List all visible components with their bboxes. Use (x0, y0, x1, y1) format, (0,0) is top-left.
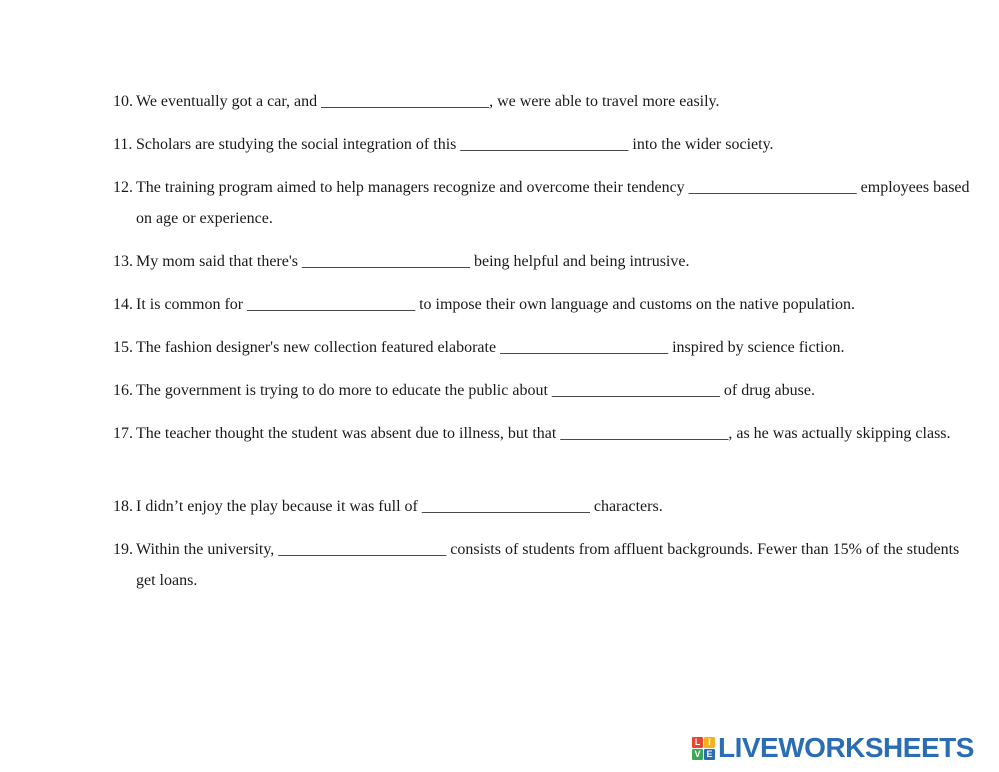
question-number: 15. (113, 339, 133, 356)
logo-mark-letter: V (692, 749, 703, 760)
question-17 (113, 418, 973, 449)
question-text: The government is trying to do more to educate the public about _____________________ of drug abuse. (136, 382, 815, 399)
question-text: I didn’t enjoy the play because it was full of _____________________ characters. (136, 498, 663, 515)
question-number: 16. (113, 382, 133, 399)
question-number: 19. (113, 541, 133, 558)
question-text: My mom said that there's _____________________ being helpful and being intrusive. (136, 253, 690, 270)
question-text: The fashion designer's new collection featured elaborate _____________________ inspired by science fiction. (136, 339, 845, 356)
logo-mark-letter: E (704, 749, 715, 760)
question-text: The teacher thought the student was absent due to illness, but that _____________________, as he was actually skipping class. (136, 425, 951, 442)
question-15 (113, 332, 973, 363)
question-10 (113, 86, 973, 117)
question-14 (113, 289, 973, 320)
question-16 (113, 375, 973, 406)
question-13 (113, 246, 973, 277)
question-number: 11. (113, 136, 133, 153)
question-text: Scholars are studying the social integration of this _____________________ into the wider society. (136, 136, 774, 153)
question-number: 13. (113, 253, 133, 270)
logo-mark-letter: L (692, 737, 703, 748)
question-number: 17. (113, 425, 133, 442)
logo-mark-letter: I (704, 737, 715, 748)
question-11 (113, 129, 973, 160)
question-text: The training program aimed to help managers recognize and overcome their tendency _____________________ employees based on age or experience. (136, 179, 970, 227)
question-text: It is common for _____________________ to impose their own language and customs on the native population. (136, 296, 856, 313)
logo-text: LIVEWORKSHEETS (718, 732, 974, 763)
question-number: 14. (113, 296, 133, 313)
question-text: Within the university, _____________________ consists of students from affluent backgrounds. Fewer than 15% of the students get loans. (136, 541, 960, 589)
question-number: 10. (113, 93, 133, 110)
question-number: 18. (113, 498, 133, 515)
question-12 (113, 172, 973, 234)
logo-mark-icon (692, 737, 715, 760)
liveworksheets-logo (692, 733, 974, 763)
question-text: We eventually got a car, and _____________________, we were able to travel more easily. (136, 93, 720, 110)
question-number: 12. (113, 179, 133, 196)
question-19 (113, 534, 973, 596)
question-18 (113, 491, 973, 522)
